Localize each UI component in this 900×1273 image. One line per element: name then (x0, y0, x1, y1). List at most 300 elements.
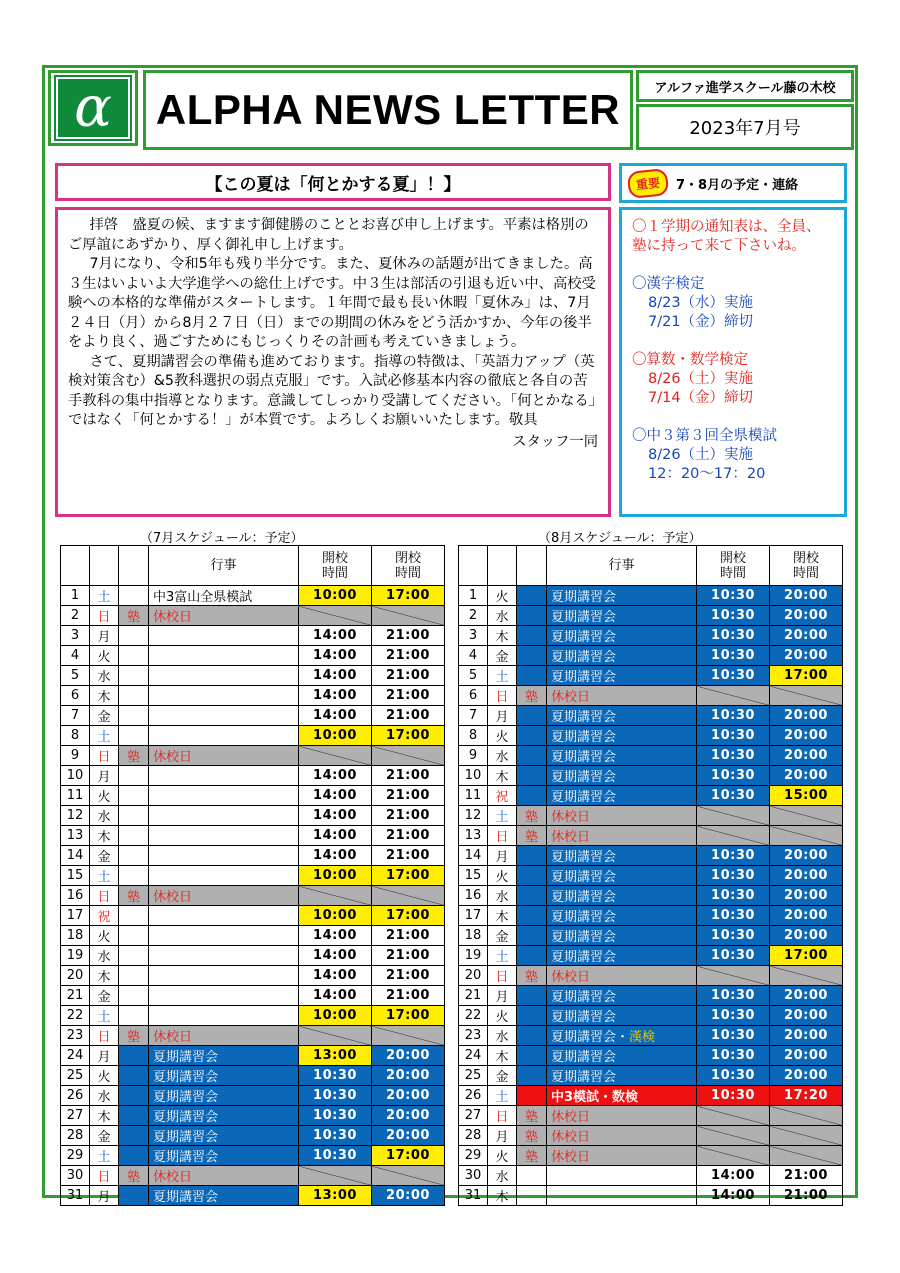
day-number: 15 (459, 866, 488, 886)
school-mark (517, 586, 547, 606)
weekday: 金 (488, 926, 517, 946)
event-label: 夏期講習会 (153, 1050, 219, 1065)
school-mark (517, 706, 547, 726)
weekday: 木 (488, 906, 517, 926)
school-mark (119, 926, 149, 946)
close-time: 15:00 (770, 786, 843, 806)
day-number: 25 (61, 1066, 90, 1086)
open-time: 13:00 (299, 1046, 372, 1066)
day-number: 2 (61, 606, 90, 626)
weekday: 土 (90, 1146, 119, 1166)
day-number: 26 (459, 1086, 488, 1106)
school-mark: 塾 (517, 806, 547, 826)
weekday: 木 (90, 686, 119, 706)
day-number: 13 (61, 826, 90, 846)
close-time: 17:00 (372, 726, 445, 746)
table-row (459, 1126, 843, 1146)
event-cell (149, 1006, 299, 1026)
event-label: 休校日 (153, 890, 193, 905)
day-number: 16 (61, 886, 90, 906)
table-row (61, 1126, 445, 1146)
day-number: 22 (459, 1006, 488, 1026)
close-time: 21:00 (372, 806, 445, 826)
event-label: 休校日 (551, 1150, 591, 1165)
close-time: 17:00 (770, 946, 843, 966)
event-cell (149, 666, 299, 686)
day-number: 13 (459, 826, 488, 846)
table-row (61, 1166, 445, 1186)
event-cell (149, 1186, 299, 1206)
open-time: 14:00 (299, 806, 372, 826)
event-label: 夏期講習会 (153, 1070, 219, 1085)
school-mark (119, 766, 149, 786)
weekday: 水 (488, 1026, 517, 1046)
letter-signature: スタッフ一同 (512, 433, 598, 450)
weekday: 火 (90, 786, 119, 806)
event-label: 休校日 (153, 610, 193, 625)
table-row (61, 1106, 445, 1126)
day-number: 1 (459, 586, 488, 606)
event-cell (547, 946, 697, 966)
open-time-header: 開校 時間 (697, 546, 770, 586)
weekday: 金 (488, 646, 517, 666)
event-cell (547, 746, 697, 766)
mock-time: 12：20～17：20 (648, 466, 766, 482)
table-row (459, 626, 843, 646)
event-cell (547, 726, 697, 746)
school-mark (517, 1086, 547, 1106)
close-time: 20:00 (770, 606, 843, 626)
open-time: 10:30 (299, 1086, 372, 1106)
table-row (61, 886, 445, 906)
school-mark (119, 1186, 149, 1206)
event-cell (547, 626, 697, 646)
school-mark (517, 866, 547, 886)
weekday: 水 (488, 886, 517, 906)
weekday: 土 (90, 1006, 119, 1026)
school-mark (517, 906, 547, 926)
event-cell (149, 1086, 299, 1106)
event-label: 夏期講習会 (551, 870, 617, 885)
weekday: 水 (488, 1166, 517, 1186)
math-deadline: 7/14（金）締切 (648, 390, 754, 406)
day-number: 3 (459, 626, 488, 646)
table-row (459, 646, 843, 666)
open-time (299, 886, 372, 906)
close-time: 21:00 (770, 1186, 843, 1206)
table-row (61, 646, 445, 666)
event-cell (149, 1146, 299, 1166)
important-badge: 重要 (627, 167, 670, 198)
close-time: 20:00 (770, 646, 843, 666)
school-mark (119, 866, 149, 886)
open-time: 10:00 (299, 726, 372, 746)
alpha-logo-icon: α (56, 77, 130, 139)
weekday: 日 (488, 686, 517, 706)
close-time (372, 886, 445, 906)
close-time (770, 1126, 843, 1146)
open-time: 14:00 (299, 646, 372, 666)
school-mark (119, 806, 149, 826)
kanji-title: 〇漢字検定 (632, 276, 705, 292)
weekday: 月 (488, 1126, 517, 1146)
event-cell (547, 646, 697, 666)
table-row (61, 986, 445, 1006)
open-time: 14:00 (299, 966, 372, 986)
notice-header (619, 163, 847, 203)
school-mark (517, 606, 547, 626)
day-number: 22 (61, 1006, 90, 1026)
table-row (459, 1086, 843, 1106)
table-row (459, 986, 843, 1006)
event-label: 夏期講習会 (551, 890, 617, 905)
open-time: 10:30 (697, 986, 770, 1006)
open-time: 10:30 (697, 586, 770, 606)
open-time: 14:00 (299, 926, 372, 946)
school-mark (119, 586, 149, 606)
day-number: 18 (61, 926, 90, 946)
close-time (372, 1166, 445, 1186)
day-number: 3 (61, 626, 90, 646)
day-number: 6 (459, 686, 488, 706)
event-label: 夏期講習会 (551, 610, 617, 625)
day-number: 31 (61, 1186, 90, 1206)
day-number: 23 (459, 1026, 488, 1046)
table-row (61, 806, 445, 826)
open-time: 10:30 (299, 1126, 372, 1146)
day-number: 12 (459, 806, 488, 826)
school-mark: 塾 (119, 606, 149, 626)
weekday: 月 (488, 706, 517, 726)
open-time (697, 1126, 770, 1146)
day-number: 5 (459, 666, 488, 686)
open-time (299, 1026, 372, 1046)
table-row (459, 846, 843, 866)
weekday: 水 (90, 946, 119, 966)
weekday: 日 (488, 966, 517, 986)
table-row (61, 866, 445, 886)
event-cell (149, 646, 299, 666)
open-time: 10:30 (299, 1066, 372, 1086)
day-number: 30 (459, 1166, 488, 1186)
event-cell (149, 1126, 299, 1146)
weekday: 土 (488, 1086, 517, 1106)
table-row (61, 626, 445, 646)
math-title: 〇算数・数学検定 (632, 352, 748, 368)
weekday: 火 (488, 1006, 517, 1026)
letter-paragraph: 拝啓 盛夏の候、ますます御健勝のこととお喜び申し上げます。平素は格別のご厚誼にあずかり、厚く御礼申し上げます。 (68, 217, 589, 253)
event-label: 中3富山全県模試 (153, 590, 253, 605)
day-number: 30 (61, 1166, 90, 1186)
open-time (299, 746, 372, 766)
close-time: 20:00 (770, 626, 843, 646)
table-row (459, 746, 843, 766)
school-mark (517, 1006, 547, 1026)
event-label: 夏期講習会 (551, 910, 617, 925)
school-mark (517, 746, 547, 766)
event-cell (149, 686, 299, 706)
day-number: 27 (61, 1106, 90, 1126)
event-cell (149, 766, 299, 786)
weekday: 金 (488, 1066, 517, 1086)
weekday: 日 (488, 1106, 517, 1126)
table-row (61, 1066, 445, 1086)
close-time: 20:00 (770, 1066, 843, 1086)
school-mark (517, 886, 547, 906)
open-time: 10:30 (697, 746, 770, 766)
event-cell (149, 786, 299, 806)
day-number: 27 (459, 1106, 488, 1126)
day-number: 28 (459, 1126, 488, 1146)
newsletter-title: ALPHA NEWS LETTER (143, 70, 633, 150)
open-time: 14:00 (299, 766, 372, 786)
event-cell (547, 1166, 697, 1186)
event-label: 休校日 (153, 1030, 193, 1045)
open-time: 14:00 (299, 686, 372, 706)
close-time: 21:00 (372, 786, 445, 806)
open-time: 14:00 (299, 706, 372, 726)
table-row (459, 826, 843, 846)
open-time: 13:00 (299, 1186, 372, 1206)
weekday: 火 (90, 1066, 119, 1086)
event-label: 夏期講習会 (551, 650, 617, 665)
event-label: 夏期講習会 (551, 950, 617, 965)
table-row (61, 746, 445, 766)
open-time: 10:30 (697, 726, 770, 746)
close-time: 20:00 (372, 1186, 445, 1206)
school-mark (119, 1106, 149, 1126)
school-mark (517, 1066, 547, 1086)
event-label: 夏期講習会 (153, 1190, 219, 1205)
weekday: 日 (90, 746, 119, 766)
event-cell (149, 886, 299, 906)
table-row (61, 686, 445, 706)
weekday: 火 (90, 926, 119, 946)
open-time (697, 806, 770, 826)
close-time: 17:20 (770, 1086, 843, 1106)
event-label: 休校日 (153, 1170, 193, 1185)
event-label: 夏期講習会 (551, 1070, 617, 1085)
close-time: 20:00 (770, 886, 843, 906)
july-schedule-table (60, 545, 445, 1206)
school-mark (517, 766, 547, 786)
open-time: 10:30 (299, 1106, 372, 1126)
event-cell (547, 606, 697, 626)
event-cell (547, 866, 697, 886)
open-time: 10:30 (697, 866, 770, 886)
table-row (459, 1066, 843, 1086)
open-time: 10:30 (697, 886, 770, 906)
day-number: 19 (61, 946, 90, 966)
event-cell (547, 1106, 697, 1126)
table-row (61, 1006, 445, 1026)
event-cell (149, 826, 299, 846)
school-mark: 塾 (119, 1026, 149, 1046)
open-time: 14:00 (299, 846, 372, 866)
table-row (61, 1026, 445, 1046)
school-mark (517, 1026, 547, 1046)
school-mark (517, 926, 547, 946)
table-row (61, 666, 445, 686)
close-time: 21:00 (372, 846, 445, 866)
day-number: 21 (61, 986, 90, 1006)
day-number: 25 (459, 1066, 488, 1086)
school-mark: 塾 (119, 1166, 149, 1186)
open-time (697, 686, 770, 706)
event-header: 行事 (547, 546, 697, 586)
event-cell (149, 1106, 299, 1126)
event-label: 夏期講習会 (551, 630, 617, 645)
open-time: 14:00 (299, 826, 372, 846)
school-mark (517, 646, 547, 666)
event-label: 夏期講習会 (551, 710, 617, 725)
close-time: 21:00 (372, 826, 445, 846)
table-row (61, 606, 445, 626)
open-time: 14:00 (697, 1166, 770, 1186)
school-mark (119, 1066, 149, 1086)
event-label: 休校日 (153, 750, 193, 765)
table-row (61, 786, 445, 806)
day-number: 17 (459, 906, 488, 926)
weekday: 木 (488, 1186, 517, 1206)
event-cell (547, 1066, 697, 1086)
table-row (61, 1086, 445, 1106)
table-row (61, 926, 445, 946)
day-number: 12 (61, 806, 90, 826)
event-cell (149, 1046, 299, 1066)
close-time-header: 閉校 時間 (372, 546, 445, 586)
day-number: 11 (459, 786, 488, 806)
close-time: 20:00 (770, 706, 843, 726)
close-time: 21:00 (372, 706, 445, 726)
open-time: 10:30 (697, 1046, 770, 1066)
close-time: 21:00 (372, 986, 445, 1006)
event-cell (149, 1026, 299, 1046)
day-number: 10 (61, 766, 90, 786)
table-row (61, 1046, 445, 1066)
weekday: 木 (488, 766, 517, 786)
school-mark (119, 1046, 149, 1066)
day-number: 24 (61, 1046, 90, 1066)
close-time: 17:00 (372, 1146, 445, 1166)
school-mark (517, 846, 547, 866)
table-row (459, 606, 843, 626)
event-cell (547, 1006, 697, 1026)
close-time: 17:00 (372, 1006, 445, 1026)
weekday: 祝 (90, 906, 119, 926)
weekday: 月 (90, 1186, 119, 1206)
event-label: 夏期講習会 (551, 850, 617, 865)
open-time: 10:30 (697, 786, 770, 806)
event-cell (149, 726, 299, 746)
table-row (61, 946, 445, 966)
table-row (61, 726, 445, 746)
close-time (770, 806, 843, 826)
school-mark (517, 726, 547, 746)
open-time (299, 606, 372, 626)
table-row (459, 966, 843, 986)
open-time-header: 開校 時間 (299, 546, 372, 586)
close-time: 21:00 (372, 666, 445, 686)
day-number: 7 (61, 706, 90, 726)
school-mark (119, 626, 149, 646)
event-label: 夏期講習会 (551, 930, 617, 945)
close-time: 20:00 (372, 1046, 445, 1066)
day-number: 9 (459, 746, 488, 766)
open-time: 10:30 (697, 626, 770, 646)
open-time: 10:30 (697, 646, 770, 666)
table-row (459, 706, 843, 726)
table-row (459, 1026, 843, 1046)
close-time: 20:00 (372, 1086, 445, 1106)
school-mark: 塾 (517, 966, 547, 986)
school-mark: 塾 (517, 826, 547, 846)
school-mark (119, 946, 149, 966)
event-label: 夏期講習会 (551, 790, 617, 805)
close-time: 21:00 (372, 966, 445, 986)
day-number: 26 (61, 1086, 90, 1106)
report-card-note: 〇１学期の通知表は、全員、塾に持って来て下さいね。 (632, 219, 821, 254)
close-time: 21:00 (770, 1166, 843, 1186)
table-row (459, 726, 843, 746)
event-label: 休校日 (551, 970, 591, 985)
open-time: 14:00 (299, 666, 372, 686)
day-number: 31 (459, 1186, 488, 1206)
close-time: 20:00 (770, 906, 843, 926)
table-row (459, 886, 843, 906)
event-label: 休校日 (551, 1130, 591, 1145)
event-cell (547, 1046, 697, 1066)
school-mark (517, 946, 547, 966)
open-time: 14:00 (299, 946, 372, 966)
event-label: 夏期講習会 (551, 1050, 617, 1065)
event-cell (547, 1186, 697, 1206)
event-cell (547, 986, 697, 1006)
event-cell (149, 866, 299, 886)
school-mark (119, 966, 149, 986)
table-row (459, 666, 843, 686)
event-cell (149, 626, 299, 646)
event-cell (149, 586, 299, 606)
weekday: 火 (488, 726, 517, 746)
open-time: 10:30 (697, 1026, 770, 1046)
close-time (770, 826, 843, 846)
close-time: 21:00 (372, 686, 445, 706)
table-row (61, 1186, 445, 1206)
letter-paragraph: 7月になり、令和5年も残り半分です。また、夏休みの話題が出てきました。高３生はいよいよ大学進学への総仕上げです。中３生は部活の引退も近い中、高校受験への本格的な準備がスタートします。１年間で最も長い休暇「夏休み」は、7月２４日（月）から8月２７日（日）までの期間の休みをどう活かすか、今年の後半をより良く、過ごすためにもじっくりその計画も考えていきましょう。 (68, 256, 596, 350)
day-number: 10 (459, 766, 488, 786)
open-time: 10:30 (299, 1146, 372, 1166)
open-time: 10:00 (299, 586, 372, 606)
close-time: 21:00 (372, 946, 445, 966)
weekday: 火 (488, 1146, 517, 1166)
table-row (459, 1006, 843, 1026)
close-time (770, 1146, 843, 1166)
close-time: 20:00 (372, 1066, 445, 1086)
open-time: 14:00 (299, 786, 372, 806)
day-number: 19 (459, 946, 488, 966)
school-mark (119, 1086, 149, 1106)
event-header: 行事 (149, 546, 299, 586)
day-number: 16 (459, 886, 488, 906)
school-mark (517, 626, 547, 646)
table-row (61, 706, 445, 726)
weekday: 木 (90, 966, 119, 986)
event-label: 夏期講習会 (551, 770, 617, 785)
table-row (459, 686, 843, 706)
event-cell (149, 846, 299, 866)
close-time (770, 686, 843, 706)
